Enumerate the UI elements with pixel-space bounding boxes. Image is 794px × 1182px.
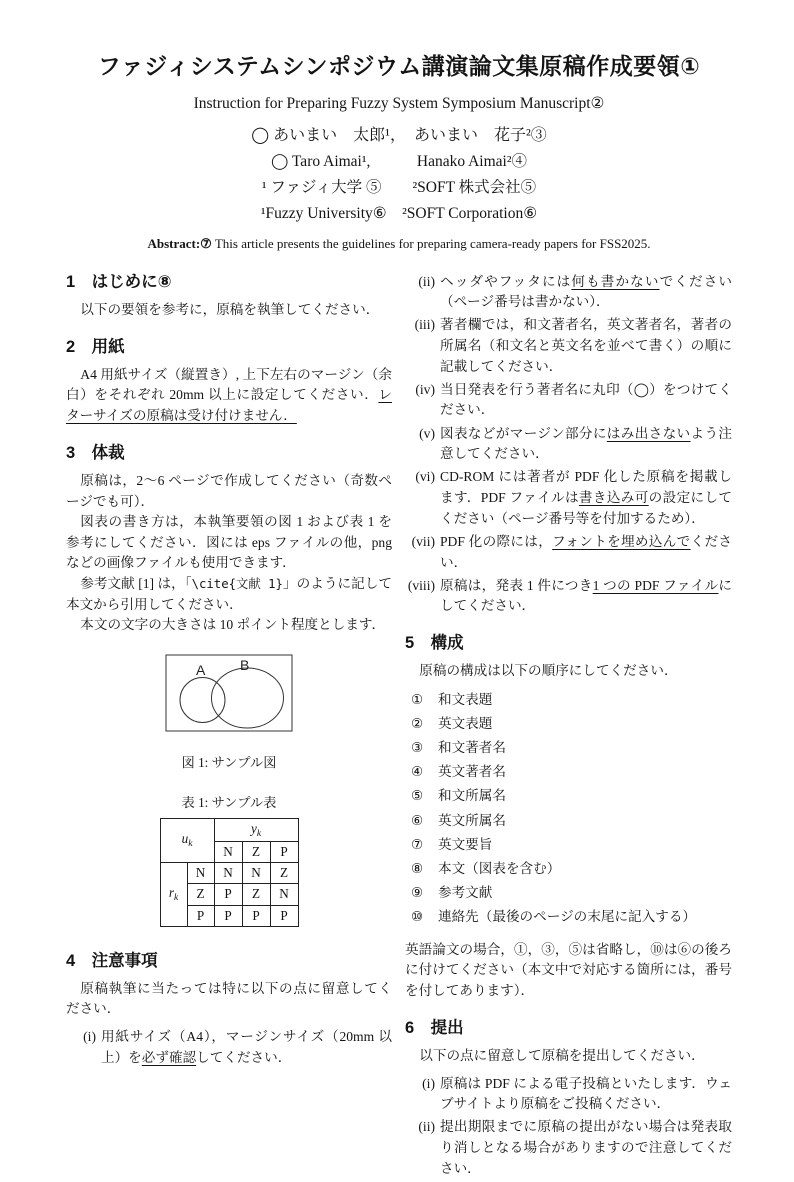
- section-3-paragraph-2: 図表の書き方は，本執筆要領の図 1 および表 1 を参考にしてください．図には eps ファイルの他，png などの画像ファイルも使用できます．: [66, 514, 392, 571]
- circled-number: ⑧: [411, 860, 424, 876]
- list-item-text: PDF 化の際には，フォントを埋め込んでください．: [440, 533, 733, 570]
- circled-number: ④: [411, 764, 424, 780]
- list-item: [405, 835, 732, 856]
- table-cell: N: [214, 863, 242, 884]
- list-item-text: 和文著者名: [438, 740, 506, 756]
- section-1-paragraph: 以下の要領を参考に，原稿を執筆してください．: [80, 302, 380, 318]
- table-cell: N: [270, 884, 298, 905]
- table-cell: N: [242, 863, 270, 884]
- left-column: [66, 269, 392, 1182]
- list-item-text: 本文（図表を含む）: [438, 860, 561, 876]
- list-item: [405, 467, 732, 529]
- list-item-label: (i): [422, 1075, 435, 1091]
- table-cell: P: [242, 905, 270, 926]
- list-item-text: 参考文献: [438, 884, 493, 900]
- circle-a-label: A: [196, 662, 206, 679]
- list-item: [66, 1027, 392, 1068]
- list-item-label: (iii): [414, 317, 435, 333]
- table-col-header: N: [214, 842, 242, 863]
- list-item: [405, 690, 732, 711]
- table-row-label: Z: [187, 884, 214, 905]
- table-cell: Z: [270, 863, 298, 884]
- list-item: [405, 907, 732, 928]
- table-row-label: P: [187, 905, 214, 926]
- table-cell-yk: $y_k$: [214, 818, 298, 841]
- table-cell: P: [214, 884, 242, 905]
- list-item: [405, 714, 732, 735]
- circled-number: ⑩: [411, 909, 424, 925]
- list-item: [405, 859, 732, 880]
- list-item-text: 和文表題: [438, 691, 493, 707]
- table-cell: P: [214, 905, 242, 926]
- authors-japanese: ◯ あいまい 太郎¹， あいまい 花子²③: [251, 127, 547, 144]
- section-3-paragraph-4: 本文の文字の大きさは 10 ポイント程度とします．: [80, 617, 386, 633]
- table-row-label: N: [187, 863, 214, 884]
- list-item-text: 図表などがマージン部分にはみ出さないよう注意してください．: [440, 425, 733, 462]
- list-item-text: 当日発表を行う著者名に丸印（◯）をつけてください．: [440, 381, 732, 418]
- author-block: [66, 122, 732, 223]
- circle-b-label: B: [240, 657, 250, 674]
- circle-b: [212, 668, 284, 728]
- list-item: [405, 315, 732, 377]
- list-item-label: (vi): [415, 469, 435, 485]
- abstract-label: Abstract:⑦: [147, 236, 212, 251]
- list-item-label: (v): [419, 425, 435, 441]
- paper-title-english: Instruction for Preparing Fuzzy System Symposium Manuscript②: [193, 95, 605, 112]
- list-item: [405, 1074, 732, 1115]
- list-item-text: 英文表題: [438, 715, 493, 731]
- list-item: [405, 811, 732, 832]
- section-5-paragraph-1: 原稿の構成は以下の順序にしてください．: [419, 663, 678, 679]
- figure-1-caption: 図 1: サンプル図: [181, 754, 277, 770]
- section-5-heading: 5 構成: [405, 634, 464, 652]
- table-1-caption: 表 1: サンプル表: [181, 794, 277, 810]
- list-item-label: (viii): [407, 577, 435, 593]
- list-item: [405, 1117, 732, 1179]
- two-column-body: [66, 269, 732, 1182]
- section-4-paragraph: 原稿執筆に当たっては特に以下の点に留意してください．: [66, 980, 392, 1017]
- table-cell: Z: [242, 884, 270, 905]
- section-2-paragraph: A4 用紙サイズ（縦置き）, 上下左右のマージン（余白）をそれぞれ 20mm 以上に設定してください．レターサイズの原稿は受け付けません．: [66, 366, 392, 424]
- figure-1: [66, 654, 392, 773]
- list-item-text: 連絡先（最後のページの末尾に記入する）: [438, 909, 697, 925]
- circled-number: ⑤: [411, 788, 424, 804]
- list-item: [405, 762, 732, 783]
- section-6-heading: 6 提出: [405, 1018, 464, 1037]
- venn-diagram: [165, 654, 293, 732]
- notes-list: [405, 272, 732, 618]
- paper-title-japanese: ファジィシステムシンポジウム講演論文集原稿作成要領①: [97, 53, 701, 79]
- affiliations-japanese: ¹ ファジィ大学 ⑤ ²SOFT 株式会社⑤: [261, 179, 537, 196]
- right-column: [405, 269, 732, 1182]
- list-item: [405, 380, 732, 421]
- list-item: [405, 272, 732, 313]
- list-item-text: 和文所属名: [438, 788, 506, 804]
- section-5-paragraph-2: 英語論文の場合，①，③，⑤は省略し，⑩は⑥の後ろに付けてください（本文中で対応する箇所には，番号を付してあります）．: [405, 941, 732, 999]
- section-3-heading: 3 体裁: [66, 443, 125, 462]
- sample-table: [160, 818, 299, 927]
- circled-number: ①: [411, 691, 424, 707]
- list-item-text: 原稿は，発表 1 件につき1 つの PDF ファイルにしてください．: [440, 577, 732, 614]
- list-item: [405, 576, 732, 617]
- abstract-text: This article presents the guidelines for preparing camera-ready papers for FSS2025.: [211, 236, 651, 251]
- table-cell-uk: $u_k$: [160, 818, 214, 863]
- list-item-text: 著者欄では，和文著者名，英文著者名，著者の所属名（和文名と英文名を並べて書く）の順に記載してください．: [440, 317, 732, 374]
- circled-number: ⑨: [411, 884, 424, 900]
- list-item-text: 英文所属名: [438, 812, 506, 828]
- section-6-paragraph: 以下の点に留意して原稿を提出してください．: [419, 1047, 705, 1063]
- list-item-label: (iv): [415, 381, 435, 397]
- list-item: [405, 738, 732, 759]
- table-col-header: Z: [242, 842, 270, 863]
- section-2-heading: 2 用紙: [66, 337, 125, 356]
- list-item: [405, 786, 732, 807]
- list-item-label: (ii): [418, 1119, 435, 1135]
- list-item-text: 原稿は PDF による電子投稿といたします．ウェブサイトより原稿をご投稿ください．: [440, 1075, 732, 1112]
- table-cell: P: [270, 905, 298, 926]
- list-item-text: 提出期限までに原稿の提出がない場合は発表取り消しとなる場合がありますので注意してください．: [440, 1119, 732, 1176]
- list-item-text: CD-ROM には著者が PDF 化した原稿を掲載します．PDF ファイルは書き込み可の設定にしてください（ページ番号等を付加するため）．: [440, 469, 733, 526]
- authors-english: ◯ Taro Aimai¹, Hanako Aimai²④: [270, 153, 527, 170]
- list-item: [405, 883, 732, 904]
- list-item-label: (vii): [411, 533, 435, 549]
- abstract: [66, 236, 732, 252]
- list-item-text: 英文要旨: [438, 836, 493, 852]
- table-cell-rk: $r_k$: [160, 863, 187, 926]
- circled-number: ③: [411, 740, 424, 756]
- list-item-label: (i): [83, 1028, 96, 1044]
- circled-number: ②: [411, 715, 424, 731]
- circled-number: ⑦: [411, 836, 424, 852]
- section-3-paragraph-3: 参考文献 [1] は，「\cite{文献 1}」のように記して本文から引用してください．: [66, 576, 392, 612]
- affiliations-english: ¹Fuzzy University⑥ ²SOFT Corporation⑥: [260, 205, 538, 222]
- section-4-list: [66, 1027, 392, 1068]
- list-item: [405, 532, 732, 573]
- table-col-header: P: [270, 842, 298, 863]
- construction-order-list: [405, 690, 732, 928]
- list-item: [405, 424, 732, 465]
- section-3-paragraph-1: 原稿は，2〜6 ページで作成してください（奇数ページでも可）．: [66, 472, 392, 509]
- list-item-text: 用紙サイズ（A4），マージンサイズ（20mm 以上）を必ず確認してください．: [101, 1028, 392, 1065]
- section-1-heading: 1 はじめに⑧: [66, 273, 172, 291]
- section-4-heading: 4 注意事項: [66, 951, 158, 970]
- list-item-text: ヘッダやフッタには何も書かないでください（ページ番号は書かない）．: [440, 273, 732, 310]
- list-item-label: (ii): [418, 273, 435, 289]
- table-1: [66, 793, 392, 927]
- section-6-list: [405, 1074, 732, 1180]
- list-item-text: 英文著者名: [438, 764, 506, 780]
- circled-number: ⑥: [411, 812, 424, 828]
